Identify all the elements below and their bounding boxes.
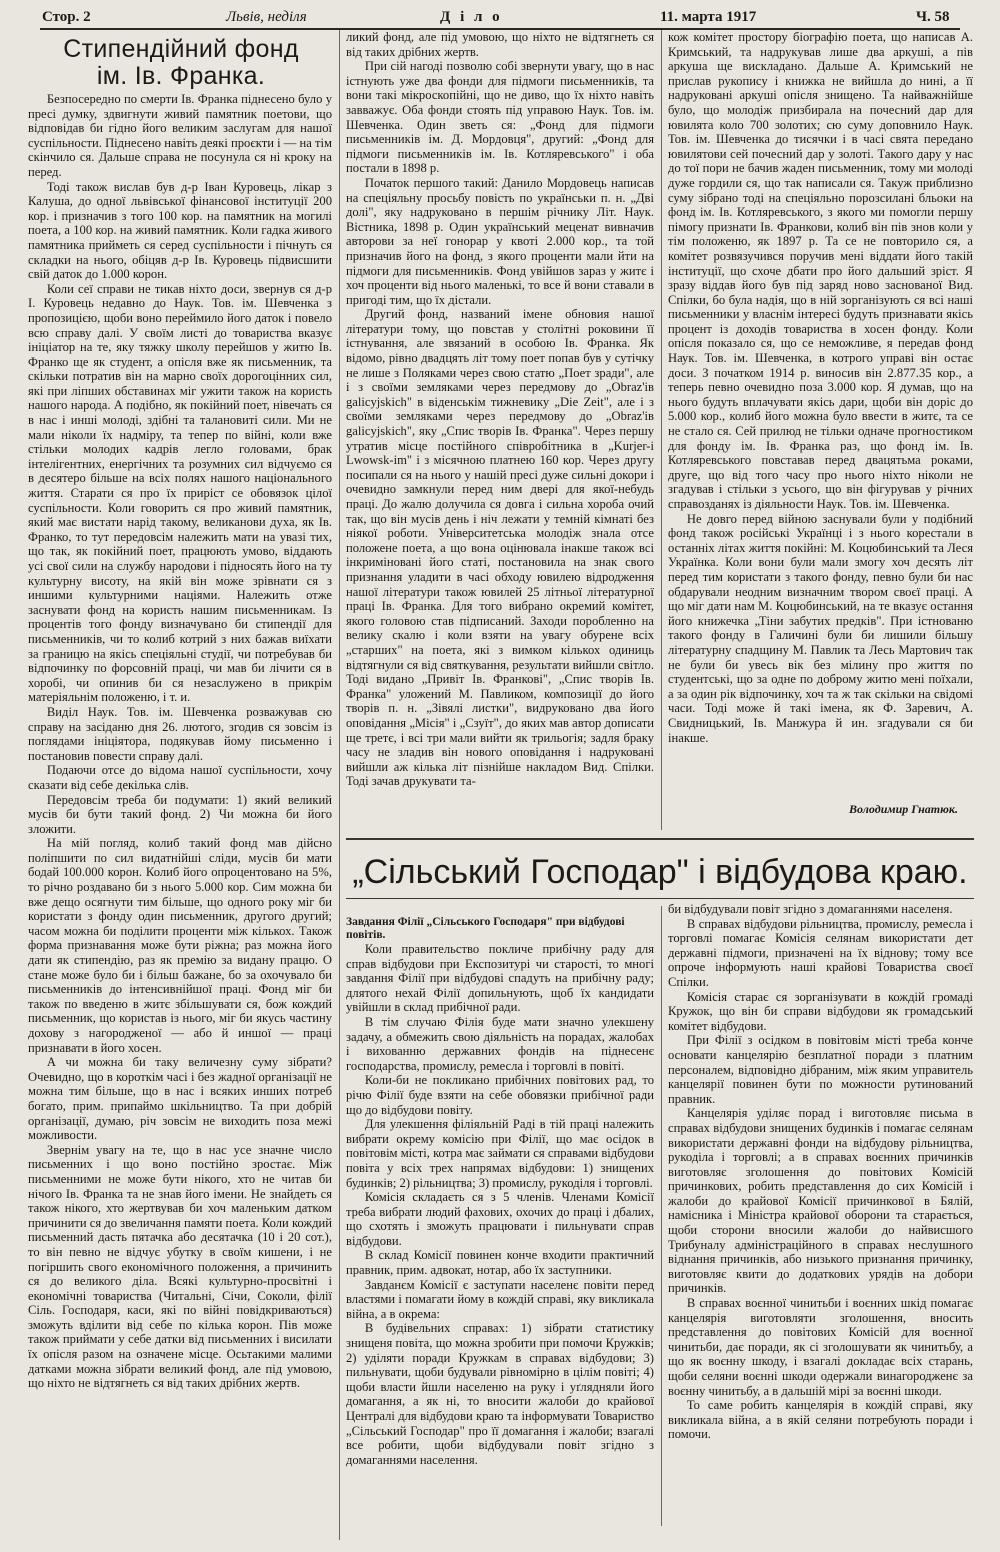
section-divider — [346, 838, 974, 840]
paragraph: би відбудували повіт згідно з домаганнями населеня. — [668, 902, 953, 916]
paragraph: Для улекшення філіяльній Раді в тій праці належить вибрати окрему комісію при Філії, що має осідок в повітовім місті, котра має займати ся справами відбудови повіта у всіх трех напрямах відбудови: 1) знищених будинків; 2) рільництва; 3) промислу, рукоділя і торговлі. — [346, 1117, 654, 1190]
paragraph: То саме робить канцелярія в кождій справі, яку викликала війна, а в якій селяни потребують поради і помочи. — [668, 1398, 973, 1442]
paragraph: Коли правительство покличе прибічну раду для справ відбудови при Експозитурі чи старості, то многі завдання Філії при відбудові спадуть на прибічну раду; длятого нехай Філії допильнують, щоб їх кандидати увійшли в склад прибічної ради. — [346, 942, 654, 1015]
article1-column-1 — [28, 92, 332, 1540]
paragraph: Безпосередно по смерти Ів. Франка піднесено було у пресі думку, здвигнути живий памятник поетови, що відповідав би гідно його великим заслугам для нашої суспільности. Піднесено навіть деякі проєкти і — на тім скінчило ся. Дальше справа не посунула ся ні кроку на перед. — [28, 92, 332, 179]
article2-column-1 — [346, 916, 654, 1542]
article2-title: „Сільський Господар" і відбудова краю. — [352, 853, 968, 891]
column-divider — [661, 30, 662, 830]
newspaper-title: Д і л о — [440, 9, 503, 25]
title-underline — [346, 898, 974, 899]
paragraph: В склад Комісії повинен конче входити практичний правник, прим. адвокат, нотар, або їх заступники. — [346, 1248, 654, 1278]
paragraph: Коли сеї справи не тикав ніхто доси, звернув ся д-р І. Куровець недавно до Наук. Тов. ім. Шевченка з пропозицією, щоби воно переймило його даток і повело всю справу далі. У своїм листі до товариства вказує ініціатор на те, яку тяжку школу перейшов у житю Ів. Франко ще як студент, а опісля вже як письменник, та скільки потратив він на марно своїх дорогоцінних сил, які при ліпших обставинах міг ужити також на користь нашого народа. А подібно, як покійний поет, нівечать ся в нас і инші молоді, здібні та талановиті сили. Ми не мали ніколи їх надміру, та тепер по війні, коли вже стільки молодих кадрів легло головами, брак інтелігентних, енергічних та розумних сил відчуємо ся в десятеро більше на всіх полях нашого національного життя. Старати ся про їх приріст се обовязок цілої суспільности. Коли говорить ся про живий памятник, який має вистати нарід такому, великанови духа, як Ів. Франко, то тут передовсім належить мати на увазі тих, що так, як покійний поет, працюють умово, віддають усі свої сили на службу народови і підносять його на ту культурну висоту, на якій він може зрівнати ся з иншими культурними націями. Належить отже заснувати фонд на користь нашим письменникам. Із процентів того фонду визначувано би стипендії для письменників, чи то колиб котрий з них бажав виїхати за границю на якісь спеціяльні студії, чи потребував би відпочинку по форсовній праці, чи мав би лічити ся в хоробі, чи опинив би ся незаслужено в прикрім матеріяльнім положеню, і т. и. — [28, 281, 332, 705]
column-divider — [339, 30, 340, 1540]
paragraph: Комісія складаєть ся з 5 членів. Членами Комісії треба вибрати людий фахових, охочих до праці і дбалих, що схотять і зможуть працювати і пильнувати справ відбудови. — [346, 1190, 654, 1248]
issue-date: 11. марта 1917 — [660, 9, 757, 25]
paragraph: В тім случаю Філія буде мати значно улекшену задачу, а обмежить свою діяльність на порадах, жалобах і вихованню державних фондів на піднесенє господарства, промислу, ремесла і торговлі в повіті. — [346, 1014, 654, 1073]
column-divider — [661, 906, 662, 1526]
paragraph: На мій погляд, колиб такий фонд мав дійсно поліпшити по сил видатнійші сліди, мусів би мати бодай 100.000 корон. Колиб його опроцентовано на 5%, то річно роздавано би з нього 5.000 кор. Сим можна би вже дещо осягнути тим більше, що одного року міг би користати з фонду один письменник, другого другий; часом можна би поділити проценти між кількох. Також форма признавання може бути ріжна; раз можна його дати як стипендію, раз як премію за видану працю. О стане може було би і більш бажане, бо за охочувало би письменників до інтенсивнійшої праці. Фонд міг би також по введеню в житє збільшувати ся, бож кождий письменник, що користав із нього, міг би якусь частину дохову з нагородженої — або й иншої — праці признавати в його хосен. — [28, 836, 332, 1055]
article1-title-line1: Стипендійний фонд — [63, 35, 299, 63]
paragraph: Канцелярія уділяє порад і виготовляє письма в справах відбудови знищених будинків і помагає селянам використати державні фонди на відбудову рільництва, рукоділа і торговлі; а в справах воєнних причинків виготовляє зголошення до повітових Комісій причинкових, робить представлення до сих Комісій і жалоби до крайової Комісії причинкової в Бялій, намісника і Міністра крайової оборони та старається, щоби сторони вносили жалоби до найвисшого Трибуналу адміністраційного в справах неслушного віднання причинків, або низького признання причинку, виготовляє квити до додаткових урядів на добори причинків. — [668, 1106, 973, 1296]
paragraph: Завданєм Комісії є заступати населенє повіти перед властями і помагати йому в кождій справі, яку викликала війна, а в окрема: — [346, 1277, 654, 1321]
paragraph: В справах воєнної чинитьби і воєнних шкід помагає канцелярія виготовляти зголошення, вносить представлення до повітових Комісій для воєнної чинитьби, дає поради, як сі зголошувати як чинитьбу, а що як воєнну шкоду, і взагалі докладає всіх старань, щоби селяни воєнні шкоди одержали винагородженє за воєнну чинитьбу, а в дальшій мірі за воєнні шкоди. — [668, 1296, 973, 1398]
paragraph: Другий фонд, названий імене обновия нашої літератури тому, що повстав у столітні роковини її істнування, але звязаний в особою Ів. Франка. Як відомо, рівно двадцять літ тому поет попав був у сутічку не лише з Поляками через свою статю „Поет зради", але і з своїми земляками через передмову до „Obraz'ів galicyjskich" в віденськім тижневику „Die Zeit", але і з своїми земляками через передмову до „Obraz'ів galicyjskich", яку „Спис творів Ів. Франка". Через першу утратив місце постійного співробітника в „Kurjer-і Lwowsk-im" і з місячною платнею 160 кор. Через другу посипали ся на нього у нашій пресі дуже сильні докори і очевидно замкнули перед ним двері для якої-небудь праці. До жалю долучила ся довга і сильна хороба очий так, що він мусів день і ніч лежати у темній кімнаті без ніякої роботи. Університетська молодіж знала отсе положене поета, а що вона оцінювала інакше також всі інкриміновані його статі, постановила на знак свого признання уладити в часі обходу ювилею відродження нашої літератури також ювилей 25 літньої літературної праці Ів. Франка. Для того вибрано окремий комітет, якого головою став підписаний. Заходи поробленно на велику скалю і коли взяти на увагу обурене всіх „старших" на поета, які з вимком кількох одиниць відтягнули ся від святкування, результати вийшли світло. Тоді видано „Привіт Ів. Франкові", „Спис творів Ів. Франка" уложений М. Павликом, композиції до його творів п. н. „Зівялі листки", видруковано два його оповідання „Місія" і „Сзуїт", до яких мав автор дописати ще третє, і всі три мали вийти як трильогія; задля браку часу не зладив він нового оповідання і надруковані вийшли аж кілька літ пізнійше накладом Вид. Спілки. Тоді зачав друкувати та- — [346, 307, 654, 789]
issue-number: Ч. 58 — [916, 9, 950, 25]
masthead — [40, 4, 960, 30]
paragraph: В справах відбудови рільництва, промислу, ремесла і торговлі помагає Комісія селянам використати дет державні підмоги, призначені на їх віднову; тому все опроче інформують наші крайові Товариства своєї Спілки. — [668, 916, 973, 989]
article1-title-line2: ім. Ів. Франка. — [96, 62, 266, 90]
paragraph: При сій нагоді позволю собі звернути увагу, що в нас істнують уже два фонди для підмоги письменників, та вони такі мікроскопійні, що не диво, що їх ніхто навіть завважує. Оба фонди стоять під управою Наук. Тов. ім. Шевченка. Один зветь ся: „Фонд для підмоги письменників ім. Д. Мордовця", другий: „Фонд для підмоги письменників ім. Ів. Котляревського" і оба постали в 1898 р. — [346, 59, 654, 176]
paragraph: Коли-би не покликано прибічних повітових рад, то річю Філії буде взяти на себе обовязки прибічної ради що до відбудови повіту. — [346, 1073, 654, 1117]
page-number: Стор. 2 — [42, 9, 91, 25]
paragraph: В будівельних справах: 1) зібрати статистику знищеня повіта, що можна зробити при помочи Кружків; 2) уділяти поради Кружкам в справах відбудови; 3) пильнувати, щоби будували рівномірно в цілім повіті; 4) щоби власти йшли населеню на руку і уґлядняли його домагання, а як ні, то вносити жалоби до крайової Централі для відбудови краю та інформувати Товариство „Сільський Господар" про її домагання і жалоби; взагалі все робити, щоби відбудували повіт згідно з домаганнями населення. — [346, 1321, 654, 1467]
article1-column-3 — [668, 30, 973, 830]
paragraph: Подаючи отсе до відома нашої суспільности, хочу сказати від себе декілька слів. — [28, 763, 332, 792]
article1-title — [28, 36, 334, 90]
paragraph: Тоді також вислав був д-р Іван Куровець, лікар з Калуша, до одної львівської фінансової інституції 200 кор. і призначив з того 100 кор. на памятник на могилі поета, а 100 кор. на живий памятник. Коли гадка живого памятника прийметь ся серед суспільности і пічнуть ся складки на нього, обіцяв д-р Ів. Куровець підвисшити свій даток до 1.000 корон. — [28, 179, 332, 282]
paragraph: Передовсім треба би подумати: 1) який великий мусів би бути такий фонд. 2) Чи можна би його зложити. — [28, 792, 332, 836]
place-day: Львів, неділя — [226, 9, 307, 25]
author-signature: Володимир Гнатюк. — [849, 802, 958, 816]
paragraph: А чи можна би таку величезну суму зібрати? Очевидно, що в короткім часі і без жадної організації не можна тим більше, що в нас і всяких инших потреб богато, прим. припаймо шкільництво. Та при добрій організації, думаю, річ зовсім не виходить поза межі можливости. — [28, 1055, 332, 1143]
paragraph: Звернім увагу на те, що в нас усе значне число письменних і що воно постійно зростає. Між письменними не може бути нікого, хто не читав би нічого Ів. Франка та не знав його імени. Не знайдеть ся також нікого, хто жертвував би хоч маленьким датком причинити ся до звеличання памяти поета. Коли кождий письменний дасть пятачка або десятачка (10 і 20 сот.), то він певно не відчує убутку в своїм кишени, і не погіршить свого економічного положення, а причинить ся до великого діла. Всякі культурно-просвітні і економічні товариства (Читальні, Січи, Соколи, філії Сіль. Господаря, каси, які по війні повідкриваються) зможуть вділити від себе по кілька корон. Пів може також приймати у себе датки від письменних і висилати їх опісля разом на означене місце. Осьтакими малими датками можна зібрати великий фонд, але під умовою, що ніхто не відтягнеть ся від таких дрібних жертв. — [28, 1142, 332, 1391]
article2-lead: Завдання Філії „Сільського Господаря" при відбудові повітів. — [346, 916, 625, 941]
article1-column-2 — [346, 30, 654, 830]
paragraph: кож комітет простору біографію поета, що написав А. Кримський, та надрукував лише два аркуші, а пів аркуша ще вискладано. Дальше А. Кримський не прислав рукопису і книжка не вийшла до нині, а її надруковані аркуші опісля знищено. Та найважнійше було, що молодіж призбирала на почесний дар для ювилята коло 700 золотих; сю суму доповнило Наук. Тов. ім. Шевченка до тисячки і в часі свята передано ювилятови сей почесний дар у золоті. Такого дару у нас до тої пори не бачив жаден письменник, тому ми молоді дуже гордили ся, що так написали ся. Такуж приблизно суму зібрано тоді на спеціяльно порозсилані бльоки на фонд ім. Ів. Котляревського, з якого ми помогли першу пімогу признати Ів. Франкови, колиб він пів знов коли у тім положеню, як 1897 р. Та се не повторило ся, а комітет розвязучився поручив мені віддати його такій інституції, що схоче дбати про його дальший зріст. Я зразу віддав його був під заряд ново заснованої Вид. Спілки, бо була надія, що в ній зорганізують ся всі наші письменники у власнім інтересі будуть признавати якісь процент із доходів товариства в хосен фонду. Коли опісля показало ся, що се неможливе, я передав фонд Наук. Тов. ім. Шевченка, в котрого управі він остає доси. З початком 1914 р. виносив він 2.877.35 кор., а теперь певно очевидно поза 3.000 кор. Я думав, що на нього будуть вплачувати якісь дари, щоби він доріс до 5.000 кор., колиб його можна було ввести в житє, та се не стало ся. Сей прилюд не тільки одначе прогностиком для фонду ім. Ів. Франка раз, що фонд ім. Ів. Котляревського повставав перед двацятьма роками, друге, що від того часу про нього ніхто ніколи не згадував і стільки з усього, що він фігурував у річних справозданях із діяльности Наук. Тов. ім. Шевченка. — [668, 30, 973, 511]
paragraph: Початок першого такий: Данило Мордовець написав на спеціяльну просьбу повість по українськи п. н. „Дві долі", яку надруковано в першім річнику Літ. Наук. Вістника, 1898 р. Один український меценат вивначив авторови за неї гонорар у квоті 2.000 кор., та той призначив його на фонд, з якого проценти мали йти на підмоги для письменників. Фонд увійшов зараз у житє і хоч проценти від нього маленькі, то все й вони ставали в пригоді тим, що їх дістали. — [346, 175, 654, 307]
paragraph: ликий фонд, але під умовою, що ніхто не відтягнеть ся від таких дрібних жертв. — [346, 30, 654, 59]
paragraph: При Філії з осідком в повітовім місті треба конче основати канцелярію безплатної поради з платним персоналем, відповідно дібраним, між яким управитель канцелярії повинен бути по можности рутинований правник. — [668, 1033, 973, 1106]
paragraph: Не довго перед війною заснували були у подібний фонд також російські Українці і з нього корестали в останніх літах життя покійні: М. Коцюбинський та Леся Українка. Коли вони були мали змогу хоч десять літ перед тим користати з такого фонду, певно були би нас обдарували неодним визначним твором своєї праці. А що міг дати нам М. Коцюбинський, на те вказує остання його книжечка „Тіни забутих предків". При істнованю такого фонду в Галичині були би лишили більшу літературну спадщину М. Павлик та Лесь Мартович так не були би увесь вік без мілину про життя по студентські, що за одне по доброму житю мені поїхали, а за один рік відпочинку, хоч та ж так скільки на свідомі часи. Тоді може й такі імена, як Ф. Заревич, А. Свидницький, Ів. Манжура й ин. згадували ся би інакше. — [668, 511, 973, 745]
paragraph: Виділ Наук. Тов. ім. Шевченка розважував сю справу на засіданю дня 26. лютого, згодив ся зовсім із поглядами ініціятора, подякував йому письменно і постановив повести справу далі. — [28, 704, 332, 763]
article2-column-2 — [668, 902, 973, 1512]
paragraph: Комісія старає ся зорганізувати в кождій громаді Кружок, що він би справи відбудови як громадський комітет відбудови. — [668, 989, 973, 1033]
